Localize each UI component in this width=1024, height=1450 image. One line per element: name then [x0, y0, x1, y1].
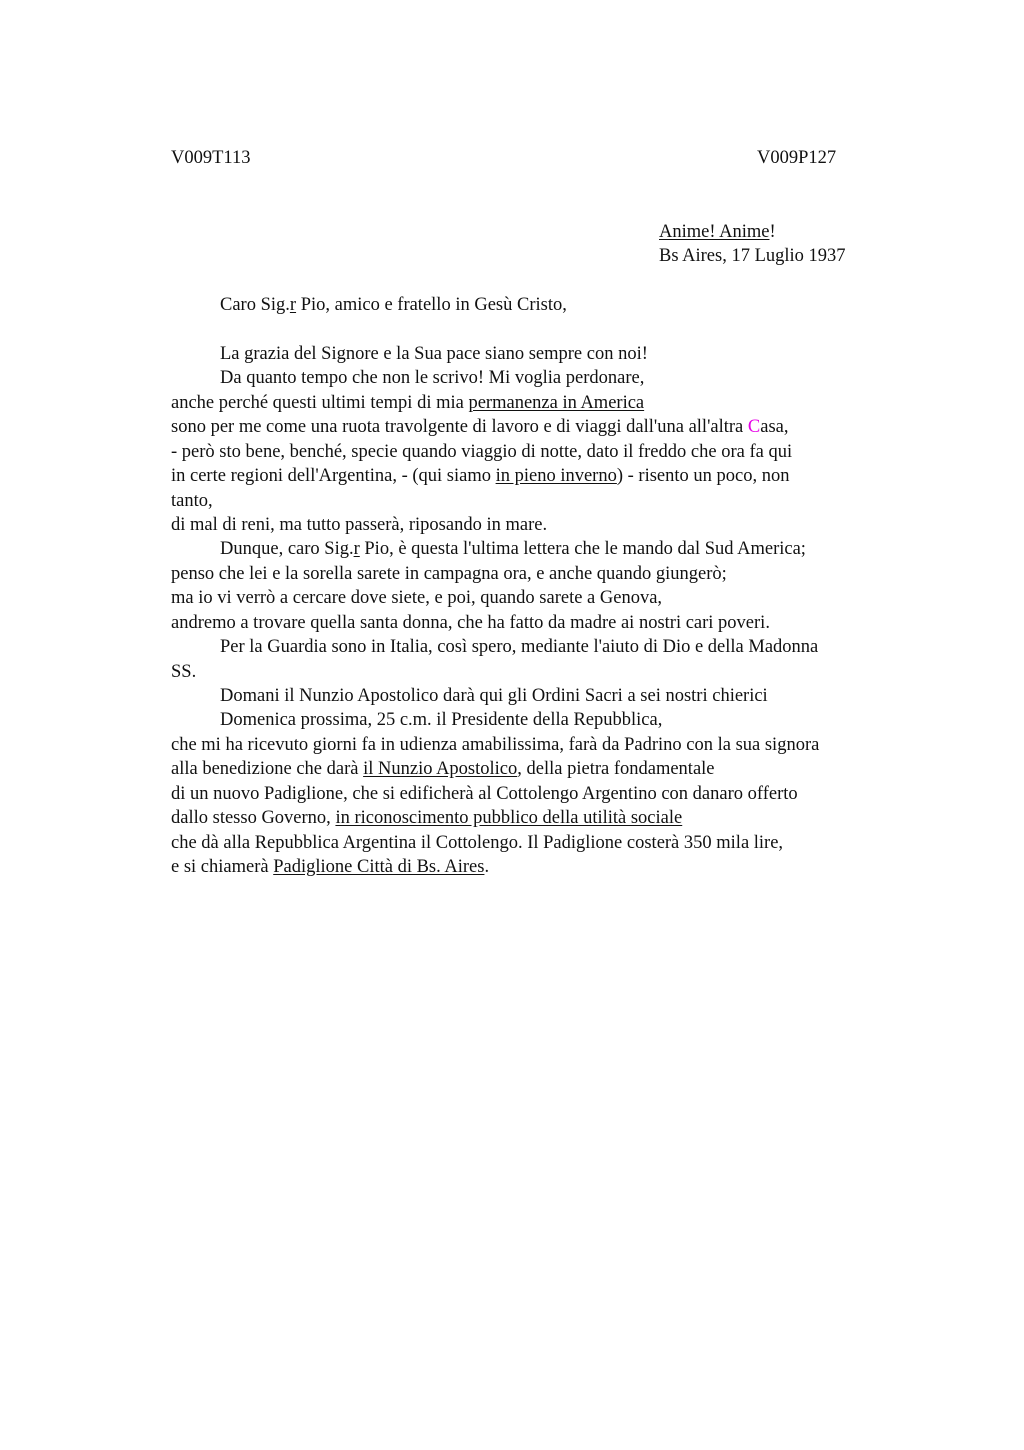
text-run: Dunque, caro Sig.: [220, 539, 354, 560]
archive-code-right: V009P127: [757, 148, 837, 168]
text-run: ) - risento un poco, non: [616, 466, 790, 487]
letter-heading: [659, 220, 846, 269]
underlined-phrase: in pieno inverno: [495, 466, 617, 487]
body-line-4: [171, 415, 819, 439]
text-run: asa,: [760, 417, 789, 438]
archive-code-left: V009T113: [171, 148, 251, 168]
salutation-superscript: r: [289, 295, 297, 315]
body-line-17: che mi ha ricevuto giorni fa in udienza amabilissima, farà da Padrino con la sua signora: [171, 734, 820, 755]
salutation: [171, 293, 819, 317]
body-line-6: [171, 464, 819, 488]
text-run: Pio, è questa l'ultima lettera che le mando dal Sud America;: [359, 539, 806, 560]
body-line-22: [171, 855, 819, 879]
underlined-phrase: Padiglione Città di Bs. Aires: [273, 857, 485, 878]
body-line-14: SS.: [171, 661, 197, 682]
underlined-superscript: r: [353, 539, 360, 560]
text-run: .: [484, 857, 490, 878]
body-line-21: che dà alla Repubblica Argentina il Cottolengo. Il Padiglione costerà 350 mila lire,: [171, 832, 784, 853]
body-line-12: andremo a trovare quella santa donna, che ha fatto da madre ai nostri cari poveri.: [171, 612, 770, 633]
text-run: sono per me come una ruota travolgente di lavoro e di viaggi dall'una all'altra: [171, 417, 748, 438]
highlighted-letter: C: [747, 417, 761, 438]
body-line-13: Per la Guardia sono in Italia, così spero, mediante l'aiuto di Dio e della Madonna: [220, 637, 819, 658]
body-line-9: [171, 537, 819, 561]
motto-exclamation: !: [769, 222, 776, 242]
body-line-3: [171, 391, 819, 415]
body-line-8: di mal di reni, ma tutto passerà, riposando in mare.: [171, 514, 548, 535]
body-line-19: di un nuovo Padiglione, che si edificherà al Cottolengo Argentino con danaro offerto: [171, 783, 798, 804]
place-date: Bs Aires, 17 Luglio 1937: [659, 246, 846, 267]
body-line-1: La grazia del Signore e la Sua pace siano sempre con noi!: [220, 343, 648, 364]
underlined-phrase: in riconoscimento pubblico della utilità sociale: [335, 808, 683, 829]
motto-underlined: Anime! Anime: [659, 222, 770, 242]
body-line-5: - però sto bene, benché, specie quando viaggio di notte, dato il freddo che ora fa qui: [171, 441, 793, 462]
motto-line: [659, 220, 846, 244]
underlined-phrase: il Nunzio Apostolico: [363, 759, 518, 780]
body-line-11: ma io vi verrò a cercare dove siete, e poi, quando sarete a Genova,: [171, 588, 663, 609]
blank-line: [171, 317, 819, 341]
body-line-15: Domani il Nunzio Apostolico darà qui gli Ordini Sacri a sei nostri chierici: [220, 686, 768, 706]
letter-body: [171, 293, 819, 880]
body-line-7: tanto,: [171, 490, 213, 511]
body-line-2: Da quanto tempo che non le scrivo! Mi voglia perdonare,: [220, 368, 645, 389]
text-run: in certe regioni dell'Argentina, - (qui siamo: [171, 466, 496, 487]
text-run: e si chiamerà: [171, 857, 274, 878]
body-line-10: penso che lei e la sorella sarete in campagna ora, e anche quando giungerò;: [171, 563, 727, 584]
body-line-20: [171, 806, 819, 830]
body-line-18: [171, 757, 819, 781]
text-run: dallo stesso Governo,: [171, 808, 336, 829]
text-run: anche perché questi ultimi tempi di mia: [171, 392, 469, 413]
body-line-16: Domenica prossima, 25 c.m. il Presidente della Repubblica,: [220, 710, 663, 731]
salutation-text-rest: Pio, amico e fratello in Gesù Cristo,: [296, 295, 567, 315]
underlined-phrase: permanenza in America: [468, 392, 645, 413]
text-run: alla benedizione che darà: [171, 759, 364, 780]
salutation-text: Caro Sig.: [220, 295, 290, 315]
text-run: , della pietra fondamentale: [517, 759, 715, 780]
